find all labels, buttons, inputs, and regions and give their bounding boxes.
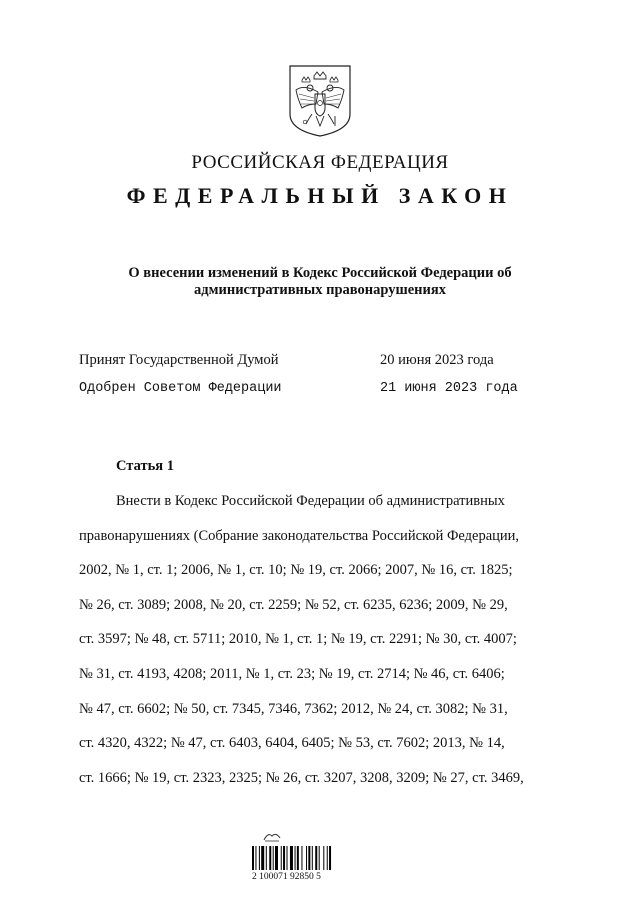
article-line: 2002, № 1, ст. 1; 2006, № 1, ст. 10; № 19, ст. 2066; 2007, № 16, ст. 1825;: [79, 562, 513, 579]
article-heading: Статья 1: [116, 458, 174, 474]
barcode-bar: [275, 846, 278, 870]
barcode-bar: [301, 846, 302, 870]
article-line: № 31, ст. 4193, 4208; 2011, № 1, ст. 23; № 19, ст. 2714; № 46, ст. 6406;: [79, 665, 505, 682]
barcode-bar: [315, 846, 317, 870]
barcode-bar: [283, 846, 285, 870]
barcode-number: 2 100071 92850 5: [252, 872, 321, 882]
article-line: № 47, ст. 6602; № 50, ст. 7345, 7346, 7362; 2012, № 24, ст. 3082; № 31,: [79, 700, 508, 717]
barcode-bar: [319, 846, 320, 870]
barcode-bar: [312, 846, 313, 870]
barcode-bar: [308, 846, 310, 870]
article-line: ст. 3597; № 48, ст. 5711; 2010, № 1, ст. 1; № 19, ст. 2291; № 30, ст. 4007;: [79, 631, 517, 648]
law-subject-line-1: О внесении изменений в Кодекс Российской Федерации об: [128, 265, 512, 281]
barcode-bar: [287, 846, 288, 870]
coat-of-arms-emblem: [288, 64, 352, 138]
article-line: ст. 4320, 4322; № 47, ст. 6403, 6404, 6405; № 53, ст. 7602; 2013, № 14,: [79, 735, 505, 752]
barcode-bar: [252, 846, 254, 870]
barcode-bar: [266, 846, 267, 870]
law-title: ФЕДЕРАЛЬНЫЙ ЗАКОН: [126, 183, 514, 208]
law-subject: [90, 265, 550, 299]
duma-adoption-date: 20 июня 2023 года: [380, 352, 494, 368]
barcode-bar: [329, 846, 331, 870]
article-line: правонарушениях (Собрание законодательства Российской Федерации,: [79, 527, 520, 544]
law-subject-line-2: административных правонарушениях: [194, 282, 446, 298]
article-line: № 26, ст. 3089; 2008, № 20, ст. 2259; № 52, ст. 6235, 6236; 2009, № 29,: [79, 596, 508, 613]
article-body: [79, 484, 562, 795]
barcode: [252, 846, 360, 870]
country-name: РОССИЙСКАЯ ФЕДЕРАЦИЯ: [191, 152, 449, 173]
council-approval-label: Одобрен Советом Федерации: [79, 381, 282, 396]
barcode-bar: [297, 846, 299, 870]
barcode-bar: [259, 846, 260, 870]
council-approval-date: 21 июня 2023 года: [380, 381, 518, 396]
barcode-bar: [306, 846, 307, 870]
duma-adoption-label: Принят Государственной Думой: [79, 352, 279, 368]
barcode-bar: [281, 846, 282, 870]
barcode-bar: [290, 846, 293, 870]
barcode-bar: [261, 846, 264, 870]
barcode-bar: [273, 846, 274, 870]
barcode-bar: [327, 846, 328, 870]
barcode-bar: [255, 846, 256, 870]
barcode-bar: [295, 846, 296, 870]
barcode-bar: [323, 846, 324, 870]
stamp-mark-icon: [262, 830, 282, 842]
article-line: Внести в Кодекс Российской Федерации об административных: [116, 493, 505, 509]
barcode-bar: [269, 846, 271, 870]
article-line: ст. 1666; № 19, ст. 2323, 2325; № 26, ст. 3207, 3208, 3209; № 27, ст. 3469,: [79, 769, 524, 786]
